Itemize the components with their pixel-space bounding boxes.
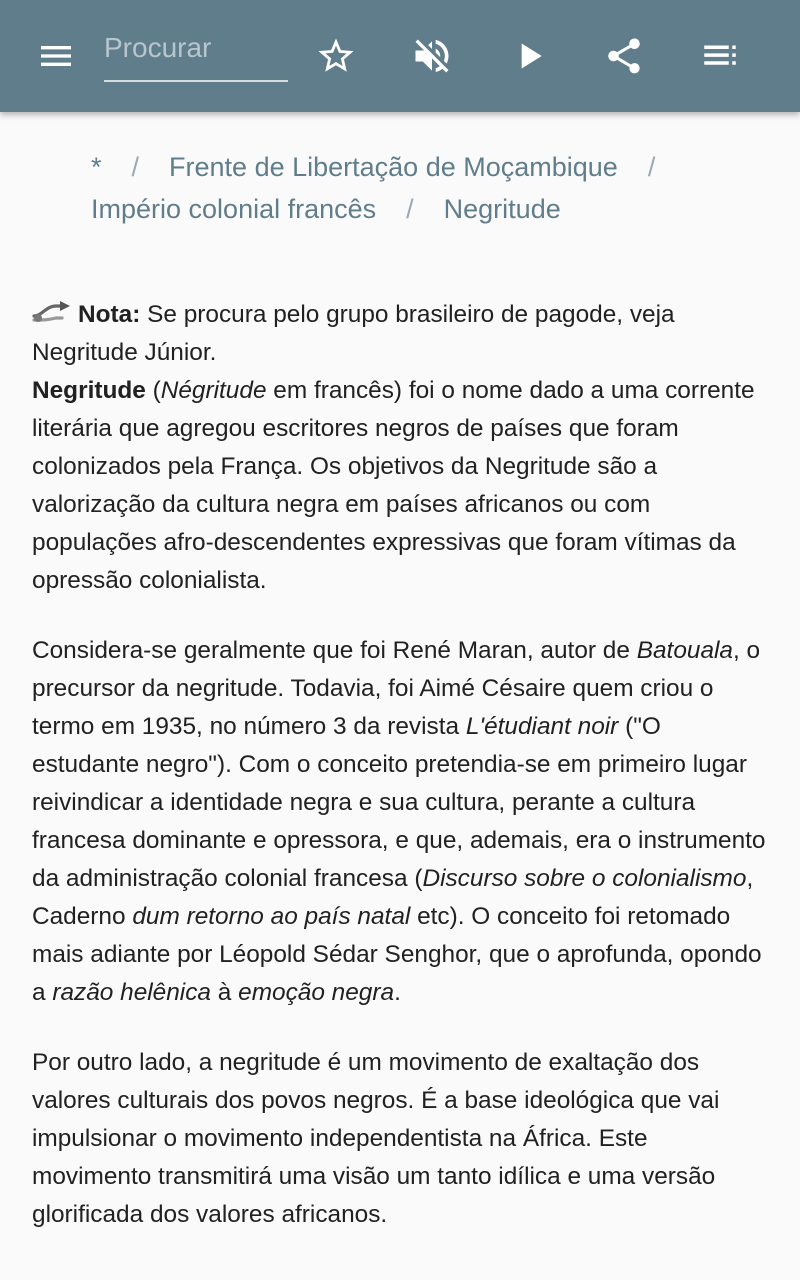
breadcrumb-separator: / xyxy=(406,194,414,224)
search-input[interactable] xyxy=(104,28,288,68)
breadcrumb-item-frelimo[interactable]: Frente de Libertação de Moçambique xyxy=(169,152,618,182)
text-italic: emoção negra xyxy=(238,979,395,1006)
breadcrumb-item-root[interactable]: * xyxy=(91,152,102,182)
article-body xyxy=(32,296,772,1266)
text-span: , Caderno xyxy=(32,865,754,930)
play-icon[interactable] xyxy=(502,28,558,84)
breadcrumb-separator: / xyxy=(647,152,656,182)
text-italic: dum retorno ao país natal xyxy=(132,903,411,930)
breadcrumb-item-negritude[interactable]: Negritude xyxy=(443,194,561,224)
paragraph-history xyxy=(32,632,772,1012)
term-bold: Negritude xyxy=(32,377,146,404)
text-italic: Négritude xyxy=(160,377,267,404)
text-span: , o precursor da negritude. Todavia, foi Aimé Césaire quem criou o termo em 1935, no número 3 da revista xyxy=(32,637,761,740)
text-italic: Batouala xyxy=(636,637,733,664)
text-span: à xyxy=(211,979,239,1006)
text-italic: Discurso sobre o colonialismo xyxy=(422,865,747,892)
text-italic: L'étudiant noir xyxy=(465,713,619,740)
hatnote-text: Se procura pelo grupo brasileiro de pagode, veja xyxy=(140,301,675,328)
share-icon[interactable] xyxy=(596,28,652,84)
star-outline-icon[interactable] xyxy=(308,28,364,84)
text-span: ( xyxy=(145,377,161,404)
hatnote-link[interactable]: Negritude Júnior xyxy=(32,339,210,366)
text-span: . xyxy=(394,979,401,1006)
text-span: em francês) foi o nome dado a uma corrente literária que agregou escritores negros de países que foram colonizados pela França. Os objetivos da Negritude são a valorização da cultura negra em países africanos ou com populações afro-descendentes expressivas que foram vítimas da opressão colonialista. xyxy=(32,377,755,594)
paragraph-movement: Por outro lado, a negritude é um movimento de exaltação dos valores culturais dos povos negros. É a base ideológica que vai impulsionar o movimento independentista na África. Este movimento transmitirá uma visão um tanto idílica e uma versão glorificada dos valores africanos. xyxy=(32,1049,720,1228)
paragraph-intro xyxy=(32,372,772,600)
text-span: etc). O conceito foi retomado mais adiante por Léopold Sédar Senghor, que o aprofunda, opondo a xyxy=(32,903,762,1006)
list-icon[interactable] xyxy=(692,28,748,84)
text-italic: razão helênica xyxy=(52,979,211,1006)
breadcrumb-item-imperio[interactable]: Império colonial francês xyxy=(91,194,377,224)
app-toolbar xyxy=(0,0,800,112)
hatnote xyxy=(32,296,772,372)
disambiguation-icon xyxy=(32,298,74,326)
hatnote-label: Nota: xyxy=(78,301,141,328)
text-span: Considera-se geralmente que foi René Maran, autor de xyxy=(32,637,637,664)
menu-icon[interactable] xyxy=(28,28,84,84)
breadcrumb-separator: / xyxy=(131,152,140,182)
hatnote-text-end: . xyxy=(209,339,217,366)
search-field[interactable] xyxy=(104,28,288,82)
volume-off-icon[interactable] xyxy=(404,28,460,84)
breadcrumb xyxy=(91,146,781,230)
text-span: ("O estudante negro"). Com o conceito pretendia-se em primeiro lugar reivindicar a identidade negra e sua cultura, perante a cultura francesa dominante e opressora, e que, ademais, era o instrumento da administração colonial francesa ( xyxy=(32,713,766,892)
